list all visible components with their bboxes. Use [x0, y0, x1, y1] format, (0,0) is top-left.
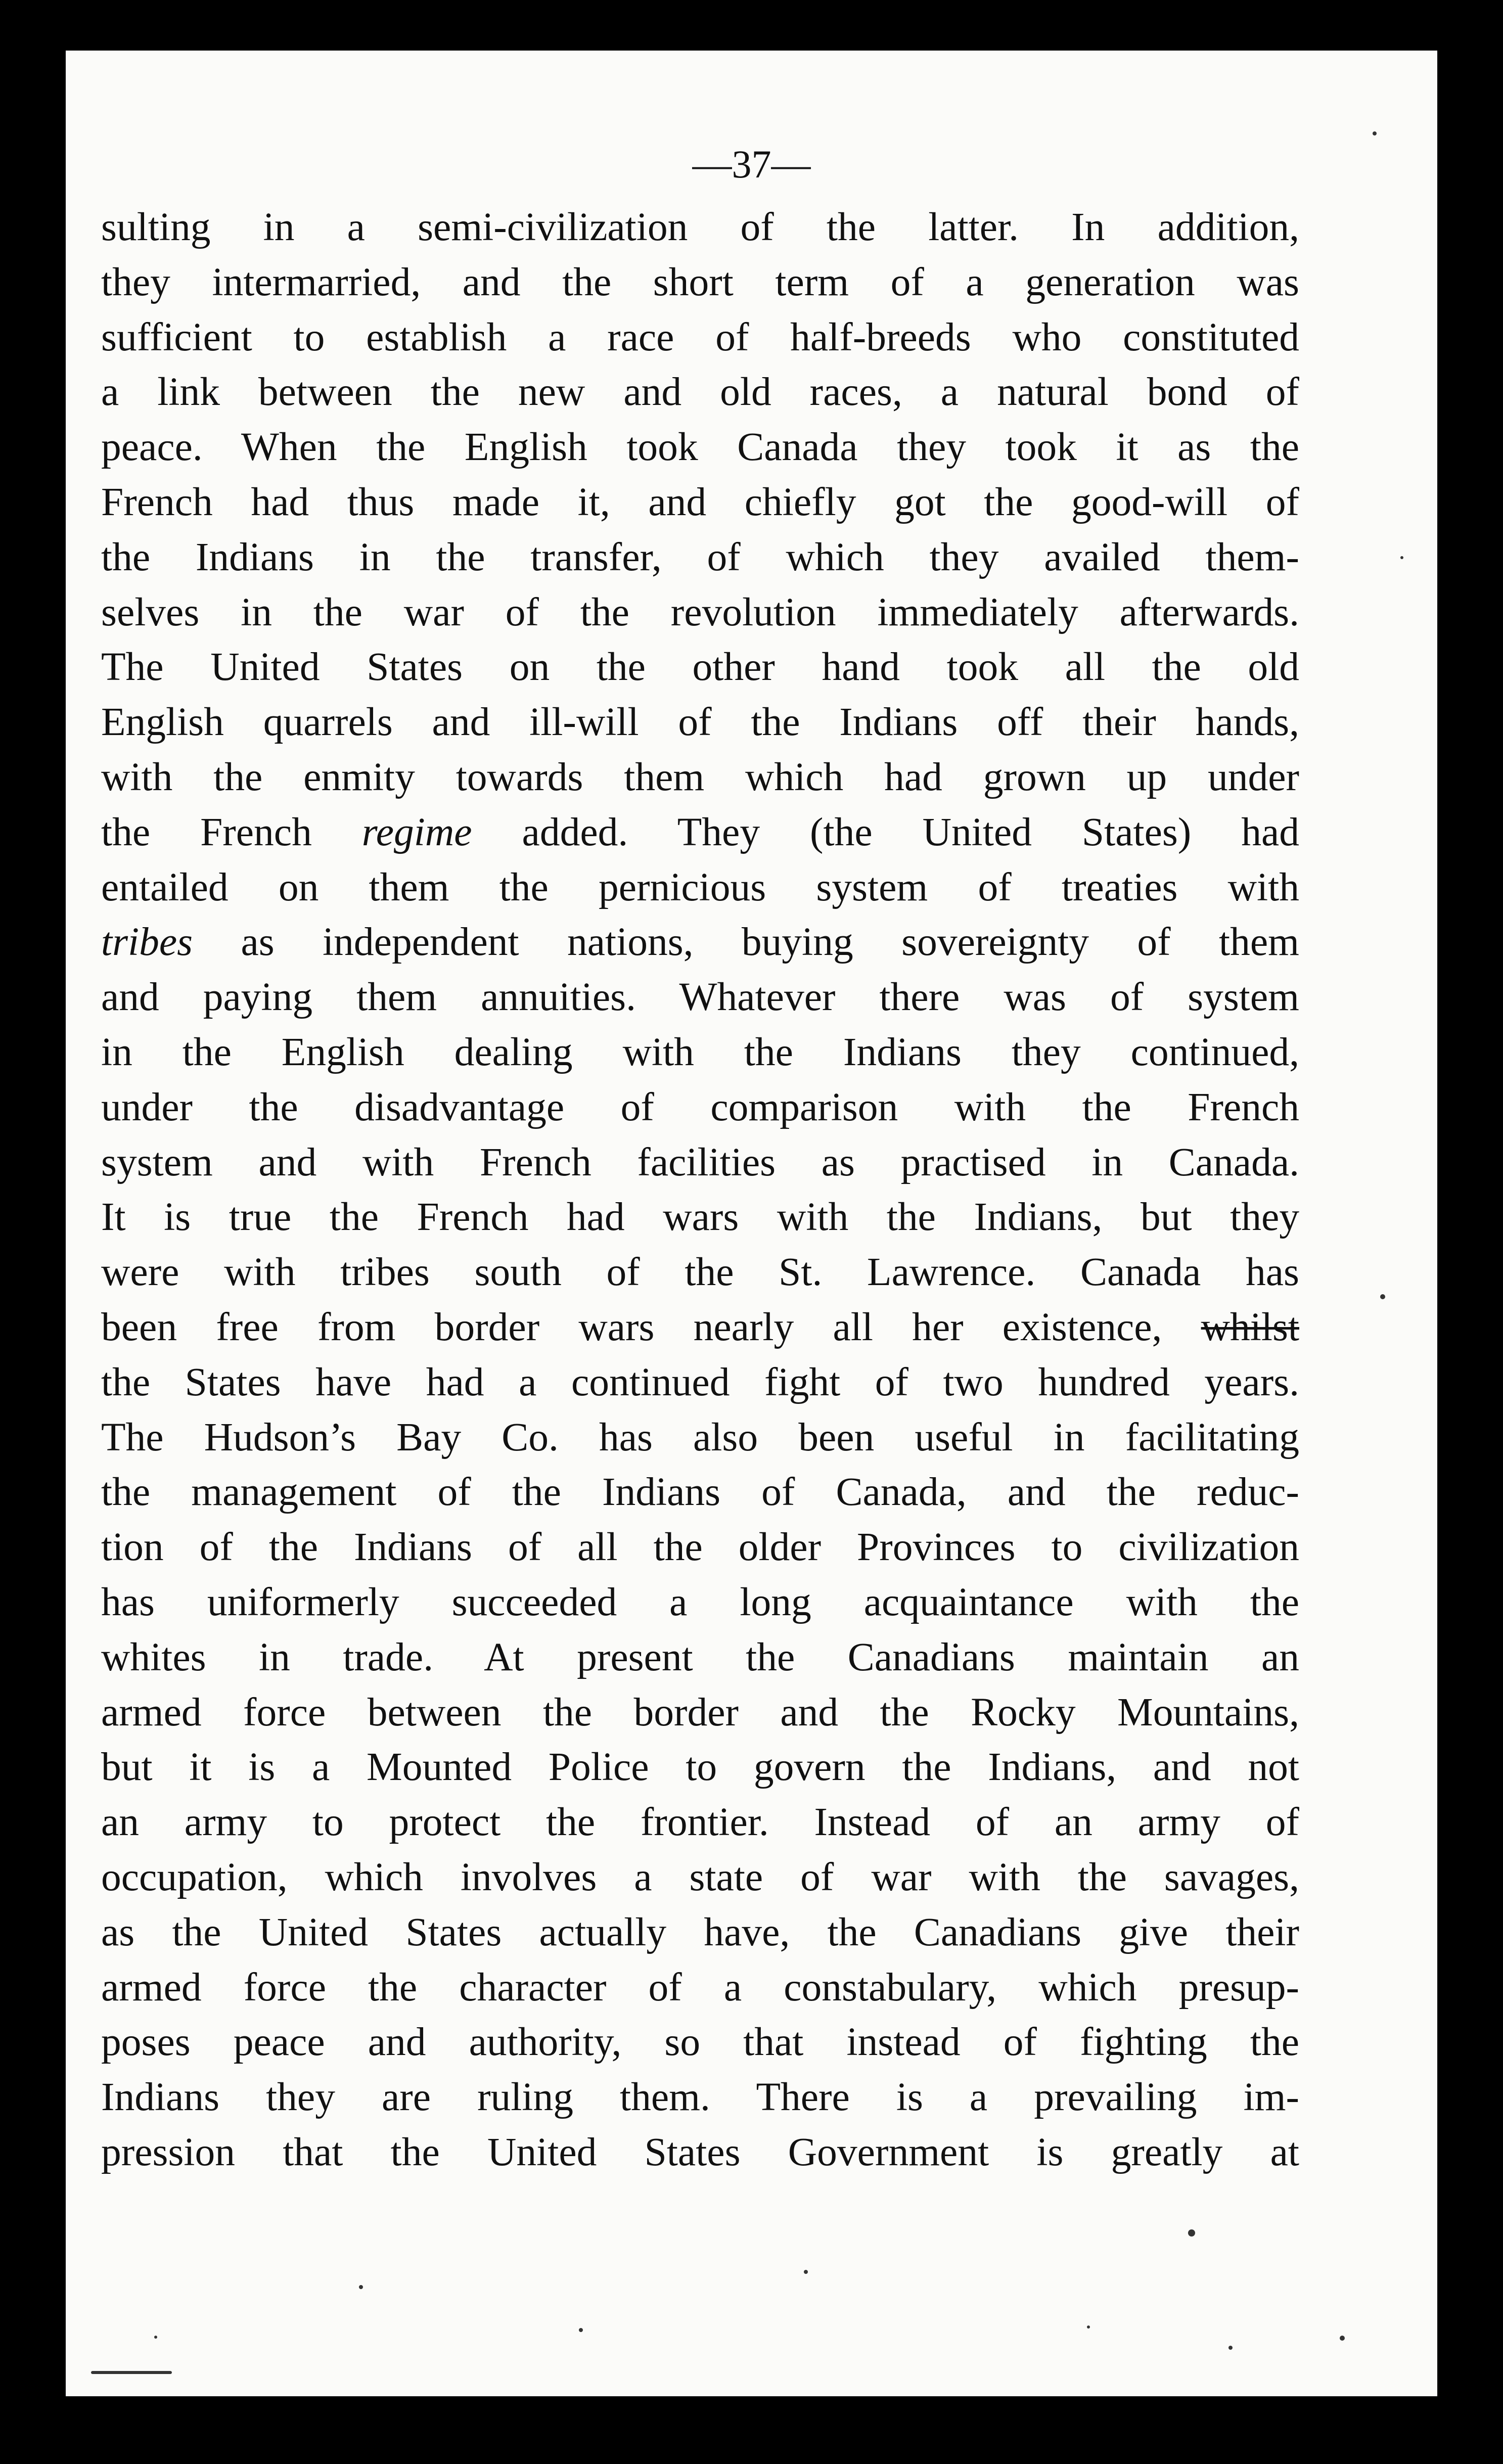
text-line [101, 860, 1299, 915]
text-segment: pression that the United States Government is greatly at [101, 2129, 1299, 2174]
text-line [101, 1080, 1299, 1135]
text-segment: under the disadvantage of comparison with the French [101, 1084, 1299, 1129]
text-line [101, 1355, 1299, 1410]
text-line [101, 364, 1299, 420]
text-segment: Indians they are ruling them. There is a prevailing im- [101, 2075, 1299, 2120]
text-line [101, 1740, 1299, 1795]
text-line [101, 1685, 1299, 1740]
text-line [101, 805, 1299, 860]
text-line [101, 2070, 1299, 2125]
text-segment: entailed on them the pernicious system of treaties with [101, 864, 1299, 909]
text-segment: system and with French facilities as practised in Canada. [101, 1139, 1299, 1184]
text-segment: whilst [1201, 1304, 1299, 1349]
text-line [101, 310, 1299, 365]
text-line [101, 2015, 1299, 2070]
text-segment: French had thus made it, and chiefly got the good-will of [101, 479, 1299, 524]
text-segment: been free from border wars nearly all her existence, [101, 1304, 1201, 1349]
text-line [101, 1520, 1299, 1575]
text-segment: the States have had a continued fight of two hundred years. [101, 1359, 1299, 1404]
text-line [101, 1960, 1299, 2015]
text-segment: the French [101, 809, 362, 854]
text-line [101, 200, 1299, 255]
text-line [101, 750, 1299, 805]
text-line [101, 1630, 1299, 1685]
text-segment: the Indians in the transfer, of which they availed them- [101, 534, 1299, 579]
text-line [101, 1465, 1299, 1520]
body-text [101, 200, 1299, 2180]
text-line [101, 585, 1299, 640]
text-line [101, 915, 1299, 970]
text-segment: whites in trade. At present the Canadians maintain an [101, 1634, 1299, 1679]
text-segment: tribes [101, 920, 193, 965]
text-line [101, 1190, 1299, 1245]
text-line [101, 1300, 1299, 1355]
text-line [101, 1135, 1299, 1190]
text-segment: with the enmity towards them which had grown up under [101, 754, 1299, 799]
text-line [101, 640, 1299, 695]
text-segment: in the English dealing with the Indians they continued, [101, 1029, 1299, 1074]
text-line [101, 255, 1299, 310]
text-segment: a link between the new and old races, a natural bond of [101, 370, 1299, 415]
text-line [101, 1850, 1299, 1905]
text-segment: The Hudson’s Bay Co. has also been useful in facilitating [101, 1414, 1299, 1459]
page-number: —37— [692, 142, 811, 186]
text-line [101, 475, 1299, 530]
text-segment: tion of the Indians of all the older Provinces to civilization [101, 1525, 1299, 1570]
text-segment: sufficient to establish a race of half-breeds who constituted [101, 314, 1299, 359]
text-segment: selves in the war of the revolution immediately afterwards. [101, 589, 1299, 634]
text-segment: It is true the French had wars with the Indians, but they [101, 1195, 1299, 1240]
text-segment: sulting in a semi-civilization of the latter. In addition, [101, 205, 1299, 249]
text-segment: regime [361, 809, 472, 854]
text-segment: and paying them annuities. Whatever there was of system [101, 975, 1299, 1020]
text-line [101, 1795, 1299, 1850]
text-segment: but it is a Mounted Police to govern the Indians, and not [101, 1745, 1299, 1790]
text-segment: occupation, which involves a state of war with the savages, [101, 1854, 1299, 1899]
text-segment: as the United States actually have, the Canadians give their [101, 1909, 1299, 1954]
text-line [101, 1025, 1299, 1080]
book-page [66, 51, 1437, 2396]
text-segment: were with tribes south of the St. Lawrence. Canada has [101, 1250, 1299, 1295]
text-segment: armed force the character of a constabulary, which presup- [101, 1965, 1299, 2010]
text-line [101, 1245, 1299, 1300]
text-line [101, 1905, 1299, 1960]
text-line [101, 1410, 1299, 1465]
text-segment: as independent nations, buying sovereignty of them [193, 920, 1299, 965]
text-line [101, 420, 1299, 475]
text-segment: The United States on the other hand took all the old [101, 645, 1299, 690]
text-line [101, 970, 1299, 1025]
text-segment: they intermarried, and the short term of a generation was [101, 259, 1299, 304]
text-segment: added. They (the United States) had [472, 809, 1299, 854]
text-segment: the management of the Indians of Canada, and the reduc- [101, 1470, 1299, 1515]
text-segment: armed force between the border and the Rocky Mountains, [101, 1690, 1299, 1735]
text-segment: poses peace and authority, so that instead of fighting the [101, 2020, 1299, 2065]
text-segment: peace. When the English took Canada they took it as the [101, 425, 1299, 470]
text-line [101, 1575, 1299, 1630]
text-segment: an army to protect the frontier. Instead of an army of [101, 1800, 1299, 1845]
text-line [101, 2125, 1299, 2180]
text-segment: English quarrels and ill-will of the Indians off their hands, [101, 700, 1299, 745]
text-line [101, 695, 1299, 750]
text-segment: has uniformerly succeeded a long acquaintance with the [101, 1579, 1299, 1624]
text-line [101, 530, 1299, 585]
